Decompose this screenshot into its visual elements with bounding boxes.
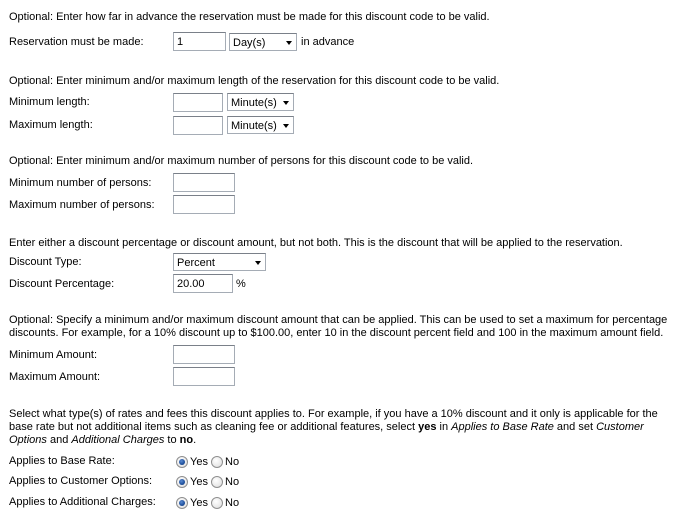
advance-suffix-text: in advance xyxy=(301,36,355,48)
max-persons-input[interactable] xyxy=(173,195,235,214)
additional-charges-no-label: No xyxy=(225,497,240,509)
discount-type-label: Discount Type: xyxy=(9,256,82,268)
discount-type-select[interactable] xyxy=(173,253,266,271)
chevron-down-icon xyxy=(283,124,289,128)
chevron-down-icon xyxy=(255,261,261,265)
discount-type-value: Percent xyxy=(177,257,215,269)
base-rate-no-label: No xyxy=(225,456,240,468)
base-rate-yes-radio[interactable] xyxy=(176,456,188,468)
min-persons-label: Minimum number of persons: xyxy=(9,177,152,189)
max-persons-label: Maximum number of persons: xyxy=(9,199,155,211)
additional-charges-yes-radio[interactable] xyxy=(176,497,188,509)
reservation-advance-input[interactable] xyxy=(173,32,226,51)
additional-charges-no-radio[interactable] xyxy=(211,497,223,509)
discount-intro-text: Enter either a discount percentage or discount amount, but not both. This is the discount that will be applied to the reservation. xyxy=(9,237,623,249)
additional-charges-yes-label: Yes xyxy=(190,497,208,509)
discount-percentage-input[interactable] xyxy=(173,274,233,293)
min-length-input[interactable] xyxy=(173,93,223,112)
customer-options-no-radio[interactable] xyxy=(211,476,223,488)
max-amount-label: Maximum Amount: xyxy=(9,371,101,383)
chevron-down-icon xyxy=(283,101,289,105)
customer-options-no-label: No xyxy=(225,476,240,488)
chevron-down-icon xyxy=(286,41,292,45)
min-length-label: Minimum length: xyxy=(9,96,90,108)
persons-intro-text: Optional: Enter minimum and/or maximum number of persons for this discount code to be valid. xyxy=(9,155,474,167)
applies-customer-options-label: Applies to Customer Options: xyxy=(9,475,153,487)
max-length-unit-select[interactable] xyxy=(227,116,294,134)
min-length-unit-select[interactable] xyxy=(227,93,294,111)
max-length-input[interactable] xyxy=(173,116,223,135)
applies-additional-charges-label: Applies to Additional Charges: xyxy=(9,496,156,508)
amount-intro-text: Optional: Specify a minimum and/or maximum discount amount that can be applied. This can be used to set a maximum for percentage discounts. For example, for a 10% discount up to $100.00, enter 10 in the discount percent field and 100 in the maximum amount field. xyxy=(9,314,668,339)
reservation-advance-label: Reservation must be made: xyxy=(9,36,144,48)
applies-intro-text: Select what type(s) of rates and fees this discount applies to. For example, if you have a 10% discount and it only is applicable for the base rate but not additional items such as cleaning fee or additional features, select yes in Applies to Base Rate and set Customer Options and Additional Charges to no. xyxy=(9,408,658,446)
max-length-unit-value: Minute(s) xyxy=(231,120,277,132)
advance-intro-text: Optional: Enter how far in advance the reservation must be made for this discount code to be valid. xyxy=(9,11,490,23)
discount-percentage-label: Discount Percentage: xyxy=(9,278,115,290)
applies-base-rate-label: Applies to Base Rate: xyxy=(9,455,115,467)
length-intro-text: Optional: Enter minimum and/or maximum length of the reservation for this discount code to be valid. xyxy=(9,75,500,87)
max-length-label: Maximum length: xyxy=(9,119,93,131)
min-amount-input[interactable] xyxy=(173,345,235,364)
advance-unit-value: Day(s) xyxy=(233,37,266,49)
base-rate-yes-label: Yes xyxy=(190,456,208,468)
base-rate-no-radio[interactable] xyxy=(211,456,223,468)
customer-options-yes-label: Yes xyxy=(190,476,208,488)
customer-options-yes-radio[interactable] xyxy=(176,476,188,488)
max-amount-input[interactable] xyxy=(173,367,235,386)
percent-sign: % xyxy=(236,278,246,290)
min-persons-input[interactable] xyxy=(173,173,235,192)
advance-unit-select[interactable] xyxy=(229,33,297,51)
min-amount-label: Minimum Amount: xyxy=(9,349,98,361)
min-length-unit-value: Minute(s) xyxy=(231,97,277,109)
